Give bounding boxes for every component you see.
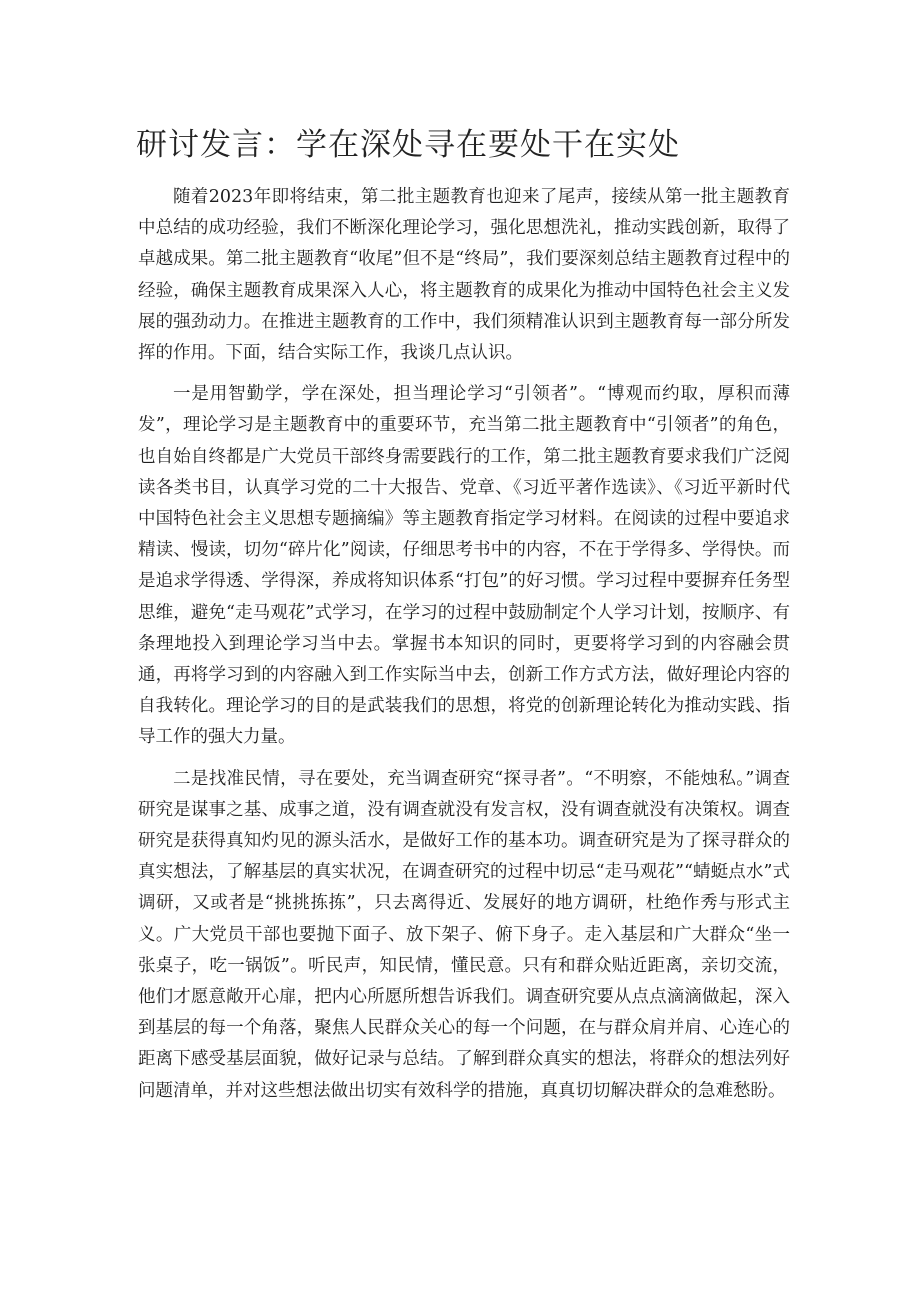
document-title: 研讨发言：学在深处寻在要处干在实处 — [136, 127, 680, 163]
paragraph-point-one: 一是用智勤学，学在深处，担当理论学习“引领者”。“博观而约取，厚积而薄发”，理论学习是主题教育中的重要环节，充当第二批主题教育中“引领者”的角色，也自始自终都是广大党员干部终身需要践行的工作，第二批主题教育要求我们广泛阅读各类书目，认真学习党的二十大报告、党章、《习近平著作选读》、《习近平新时代中国特色社会主义思想专题摘编》等主题教育指定学习材料。在阅读的过程中要追求精读、慢读，切勿“碎片化”阅读，仔细思考书中的内容，不在于学得多、学得快。而是追求学得透、学得深，养成将知识体系“打包”的好习惯。学习过程中要摒弃任务型思维，避免“走马观花”式学习，在学习的过程中鼓励制定个人学习计划，按顺序、有条理地投入到理论学习当中去。掌握书本知识的同时，更要将学习到的内容融会贯通，再将学习到的内容融入到工作实际当中去，创新工作方式方法，做好理论内容的自我转化。理论学习的目的是武装我们的思想，将党的创新理论转化为推动实践、指导工作的强大力量。 — [138, 384, 790, 748]
paragraph-point-two: 二是找准民情，寻在要处，充当调查研究“探寻者”。“不明察，不能烛私。”调查研究是谋事之基、成事之道，没有调查就没有发言权，没有调查就没有决策权。调查研究是获得真知灼见的源头活水，是做好工作的基本功。调查研究是为了探寻群众的真实想法，了解基层的真实状况，在调查研究的过程中切忌“走马观花”“蜻蜓点水”式调研，又或者是“挑挑拣拣”，只去离得近、发展好的地方调研，杜绝作秀与形式主义。广大党员干部也要抛下面子、放下架子、俯下身子。走入基层和广大群众“坐一张桌子，吃一锅饭”。听民声，知民情，懂民意。只有和群众贴近距离，亲切交流，他们才愿意敞开心扉，把内心所愿所想告诉我们。调查研究要从点点滴滴做起，深入到基层的每一个角落，聚焦人民群众关心的每一个问题，在与群众肩并肩、心连心的距离下感受基层面貌，做好记录与总结。了解到群众真实的想法，将群众的想法列好问题清单，并对这些想法做出切实有效科学的措施，真真切切解决群众的急难愁盼。 — [138, 768, 790, 1101]
document-body — [138, 182, 790, 1117]
paragraph-intro: 随着2023年即将结束，第二批主题教育也迎来了尾声，接续从第一批主题教育中总结的成功经验，我们不断深化理论学习，强化思想洗礼，推动实践创新，取得了卓越成果。第二批主题教育“收尾”但不是“终局”，我们要深刻总结主题教育过程中的经验，确保主题教育成果深入人心，将主题教育的成果化为推动中国特色社会主义发展的强劲动力。在推进主题教育的工作中，我们须精准认识到主题教育每一部分所发挥的作用。下面，结合实际工作，我谈几点认识。 — [138, 187, 790, 364]
